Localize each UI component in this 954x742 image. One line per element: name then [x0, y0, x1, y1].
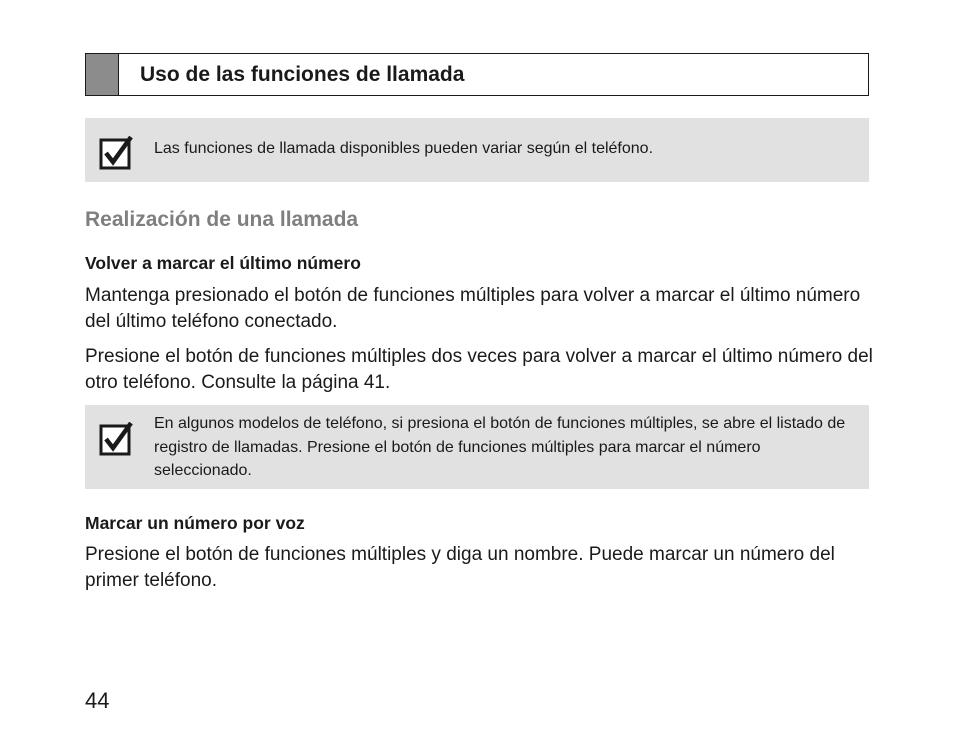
subsection-title: Realización de una llamada — [85, 208, 359, 231]
note-box — [85, 405, 869, 489]
paragraph: Presione el botón de funciones múltiples y diga un nombre. Puede marcar un número del primer teléfono. — [85, 544, 835, 591]
note-box — [85, 118, 869, 182]
paragraph: Mantenga presionado el botón de funciones múltiples para volver a marcar el último número del último teléfono conectado. — [85, 285, 861, 332]
topic-heading: Volver a marcar el último número — [85, 253, 361, 273]
section-header — [85, 53, 869, 96]
checkbox-checked-icon — [99, 136, 133, 170]
section-header-tab — [86, 54, 119, 95]
page-number: 44 — [85, 688, 110, 713]
topic-heading: Marcar un número por voz — [85, 513, 305, 533]
paragraph: Presione el botón de funciones múltiples dos veces para volver a marcar el último número del otro teléfono. Consulte la página 41. — [85, 346, 873, 393]
note-text: En algunos modelos de teléfono, si presiona el botón de funciones múltiples, se abre el listado de registro de llamadas. Presione el botón de funciones múltiples para marcar el número seleccionado. — [154, 415, 846, 479]
note-text: Las funciones de llamada disponibles pueden variar según el teléfono. — [154, 140, 654, 157]
checkbox-checked-icon — [99, 422, 133, 456]
section-title: Uso de las funciones de llamada — [140, 63, 465, 86]
